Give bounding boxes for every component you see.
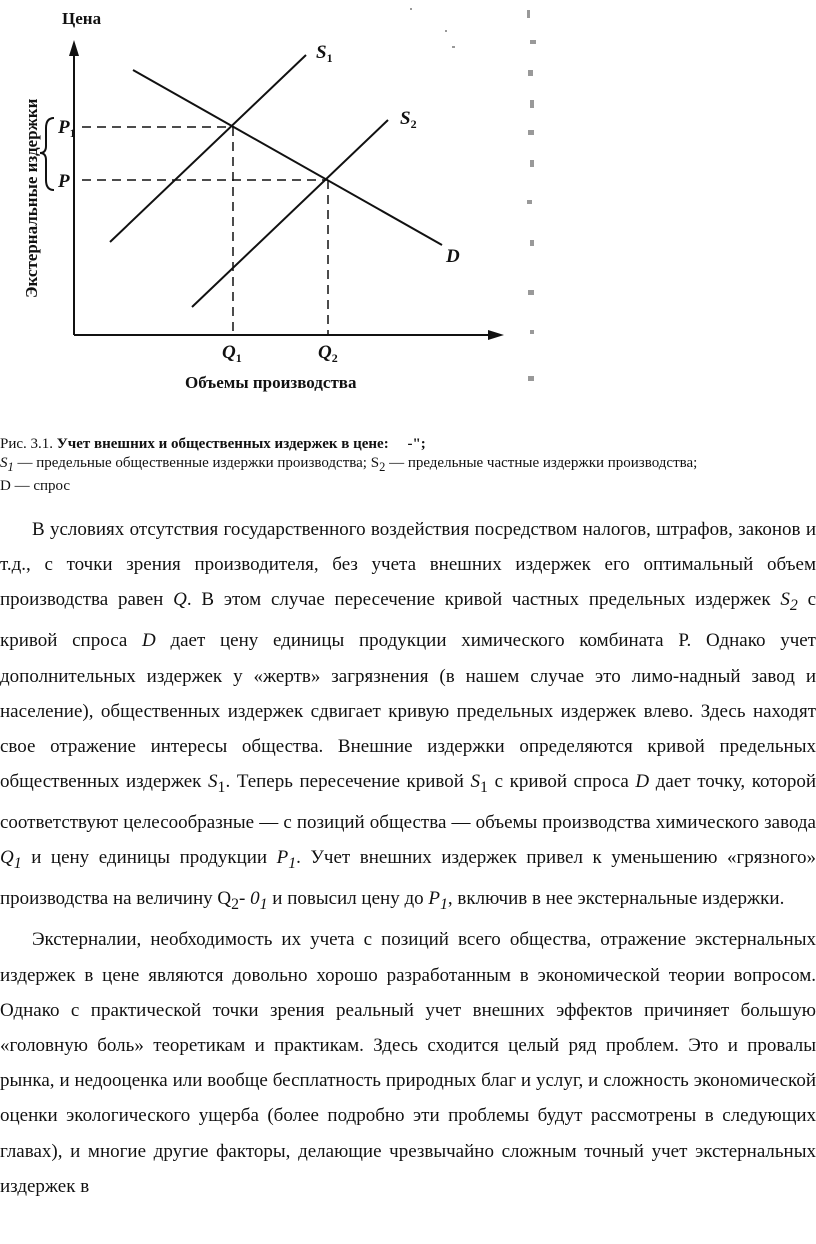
curve-s1 (110, 55, 306, 242)
caption-title: Учет внешних и общественных издержек в цене: (56, 436, 389, 452)
text-run: с кривой спроса (0, 589, 816, 652)
label-q1: $Q_1$ (222, 342, 242, 365)
text-run: дает цену единицы продукции химического комбината Р. Однако учет дополнительных издержек у «жертв» загрязнения (в нашем случае это лимо-надный завод и население), общественных издержек сдвигает кривую предельных издержек влево. Здесь находят свое отражение интересы общества. Внешние издержки определяются кривой предельных общественных издержек (0, 630, 816, 793)
caption-s1-text: — предельные общественные издержки производства; S (13, 455, 380, 471)
text-run: 1 (480, 779, 488, 797)
text-run: Q (173, 589, 187, 611)
label-q2: $Q_2$ (318, 342, 338, 365)
text-run: и цену единицы продукции (21, 847, 277, 869)
paragraph-1 (0, 512, 816, 922)
text-run: . (296, 847, 301, 869)
caption-line-2 (0, 454, 816, 477)
text-run: и повысил цену до (267, 888, 429, 910)
caption-prefix: Рис. 3.1. (0, 436, 57, 452)
text-run: - (239, 888, 251, 910)
figure-caption (0, 435, 816, 496)
text-run: S (208, 771, 218, 793)
text-run: Учет внешних издержек привел к уменьшению «грязного» производства на величину Q (0, 847, 816, 910)
text-run: D (142, 630, 156, 652)
caption-line-3: D — спрос (0, 478, 71, 494)
label-d: D (446, 246, 460, 267)
y-axis-label: Цена (62, 9, 102, 28)
external-costs-brace (40, 118, 54, 190)
text-run: 2 (789, 597, 798, 615)
text-run: P (428, 888, 440, 910)
caption-s2-sub: 2 (379, 460, 386, 474)
caption-s2-text: — предельные частные издержки производства; (385, 455, 698, 471)
text-run: 1 (13, 855, 22, 873)
text-run: 1 (439, 896, 448, 914)
curve-s2 (192, 120, 388, 307)
text-run: D (635, 771, 650, 793)
caption-s1: S (0, 455, 8, 471)
text-run: с кривой спроса (487, 771, 636, 793)
text-run: Экстерналии, необходимость их учета с позиций всего общества, отражение экстернальных издержек в цене являются довольно хорошо разработанным в экономической теории вопросом. Однако с практической точки зрения реальный учет внешних эффектов причиняет большую «головную боль» теоретикам и практикам. Здесь сходится целый ряд проблем. Это и провалы рынка, и недооценка или вообще бесплатность природных благ и услуг, и сложность экономической оценки экологического ущерба (более подробно эти проблемы будут рассмотрены в следующих главах), и многие другие факторы, делающие чрезвычайно сложным точный учет экстернальных издержек в (0, 929, 816, 1197)
scan-noise (410, 8, 536, 381)
text-run: 1 (217, 779, 226, 797)
text-run: P (276, 847, 289, 869)
text-run: 1 (288, 855, 297, 873)
text-run: дает точку, которой соответствуют целесообразные — с позиций общества — объемы производства химического завода (0, 771, 816, 834)
label-p: P (58, 171, 70, 192)
caption-title-tail: -"; (407, 436, 426, 452)
text-run: S (470, 771, 481, 793)
side-label: Экстернальные издержки (22, 98, 41, 298)
label-p1: $P_1$ (58, 117, 76, 140)
caption-s1-sub: 1 (7, 460, 14, 474)
x-axis-label: Объемы производства (185, 373, 357, 392)
text-run: В условиях отсутствия государственного воздействия посредством налогов, штрафов, законов и т.д., с точки зрения производителя, без учета внешних издержек его оптимальный объем производства равен (0, 519, 816, 611)
paragraph-2 (0, 922, 816, 1204)
text-run: S (780, 589, 790, 611)
label-s1: $S_1$ (316, 42, 333, 65)
y-axis-arrow (69, 40, 79, 56)
curve-d (133, 70, 442, 245)
text-run: , включив в нее экстернальные издержки. (447, 888, 785, 910)
caption-line-1 (0, 435, 816, 454)
text-run: Q (0, 847, 14, 869)
text-run: . В этом случае пересечение кривой частных предельных издержек (186, 589, 781, 611)
text-run: . Теперь пересечение кривой (225, 771, 471, 793)
text-run: 1 (259, 896, 268, 914)
label-s2: $S_2$ (400, 108, 417, 131)
text-run: 2 (231, 896, 240, 914)
body-text (0, 512, 816, 1204)
x-axis-arrow (488, 330, 504, 340)
supply-demand-figure (0, 0, 560, 410)
text-run: 0 (250, 888, 260, 910)
